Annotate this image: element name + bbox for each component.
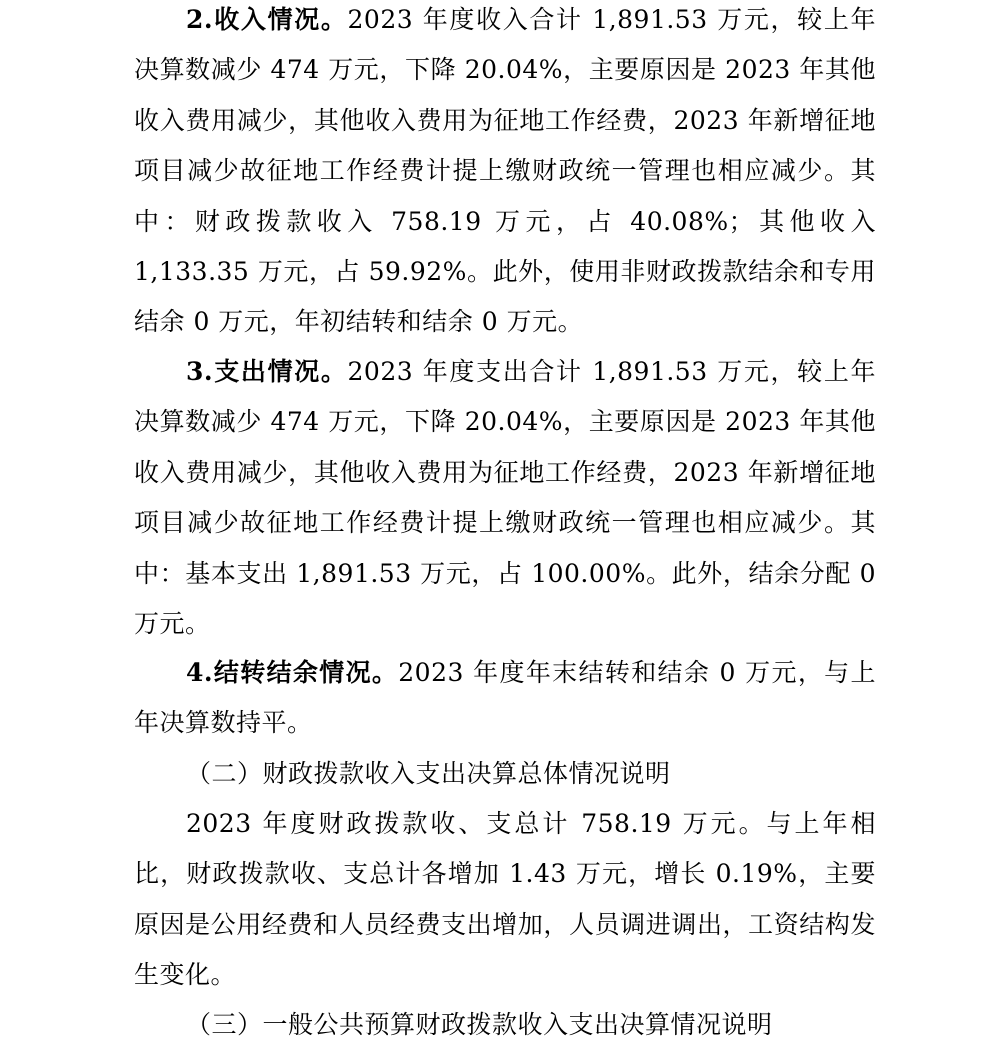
expense-text: 2023 年度支出合计 1,891.53 万元，较上年决算数减少 474 万元，下降 20.04%，主要原因是 2023 年其他收入费用减少，其他收入费用为征地工作经费，2023 年新增征地项目减少故征地工作经费计提上缴财政统一管理也相应减少。其中：基本支出 1,891.53 万元，占 100.00%。此外，结余分配 0 万元。 [134,357,876,639]
income-text: 2023 年度收入合计 1,891.53 万元，较上年决算数减少 474 万元，下降 20.04%，主要原因是 2023 年其他收入费用减少，其他收入费用为征地工作经费，2023 年新增征地项目减少故征地工作经费计提上缴财政统一管理也相应减少。其中：财政拨款收入 758.19 万元，占 40.08%；其他收入 1,133.35 万元，占 59.92%。此外，使用非财政拨款结余和专用结余 0 万元，年初结转和结余 0 万元。 [134,5,876,337]
expense-paragraph [134,347,876,649]
section-three-heading: （三）一般公共预算财政拨款收入支出决算情况说明 [186,1010,773,1039]
income-paragraph [134,0,876,348]
carryover-heading: 4.结转结余情况。 [186,658,399,687]
section-two-paragraph: 2023 年度财政拨款收、支总计 758.19 万元。与上年相比，财政拨款收、支总计各增加 1.43 万元，增长 0.19%，主要原因是公用经费和人员经费支出增加，人员调进调出，工资结构发生变化。 [134,809,876,990]
section-two-heading: （二）财政拨款收入支出决算总体情况说明 [186,759,671,788]
carryover-text: 2023 年度年末结转和结余 0 万元，与上年决算数持平。 [134,658,876,738]
income-heading: 2.收入情况。 [186,5,348,34]
expense-heading: 3.支出情况。 [186,357,348,386]
carryover-paragraph [134,648,876,749]
